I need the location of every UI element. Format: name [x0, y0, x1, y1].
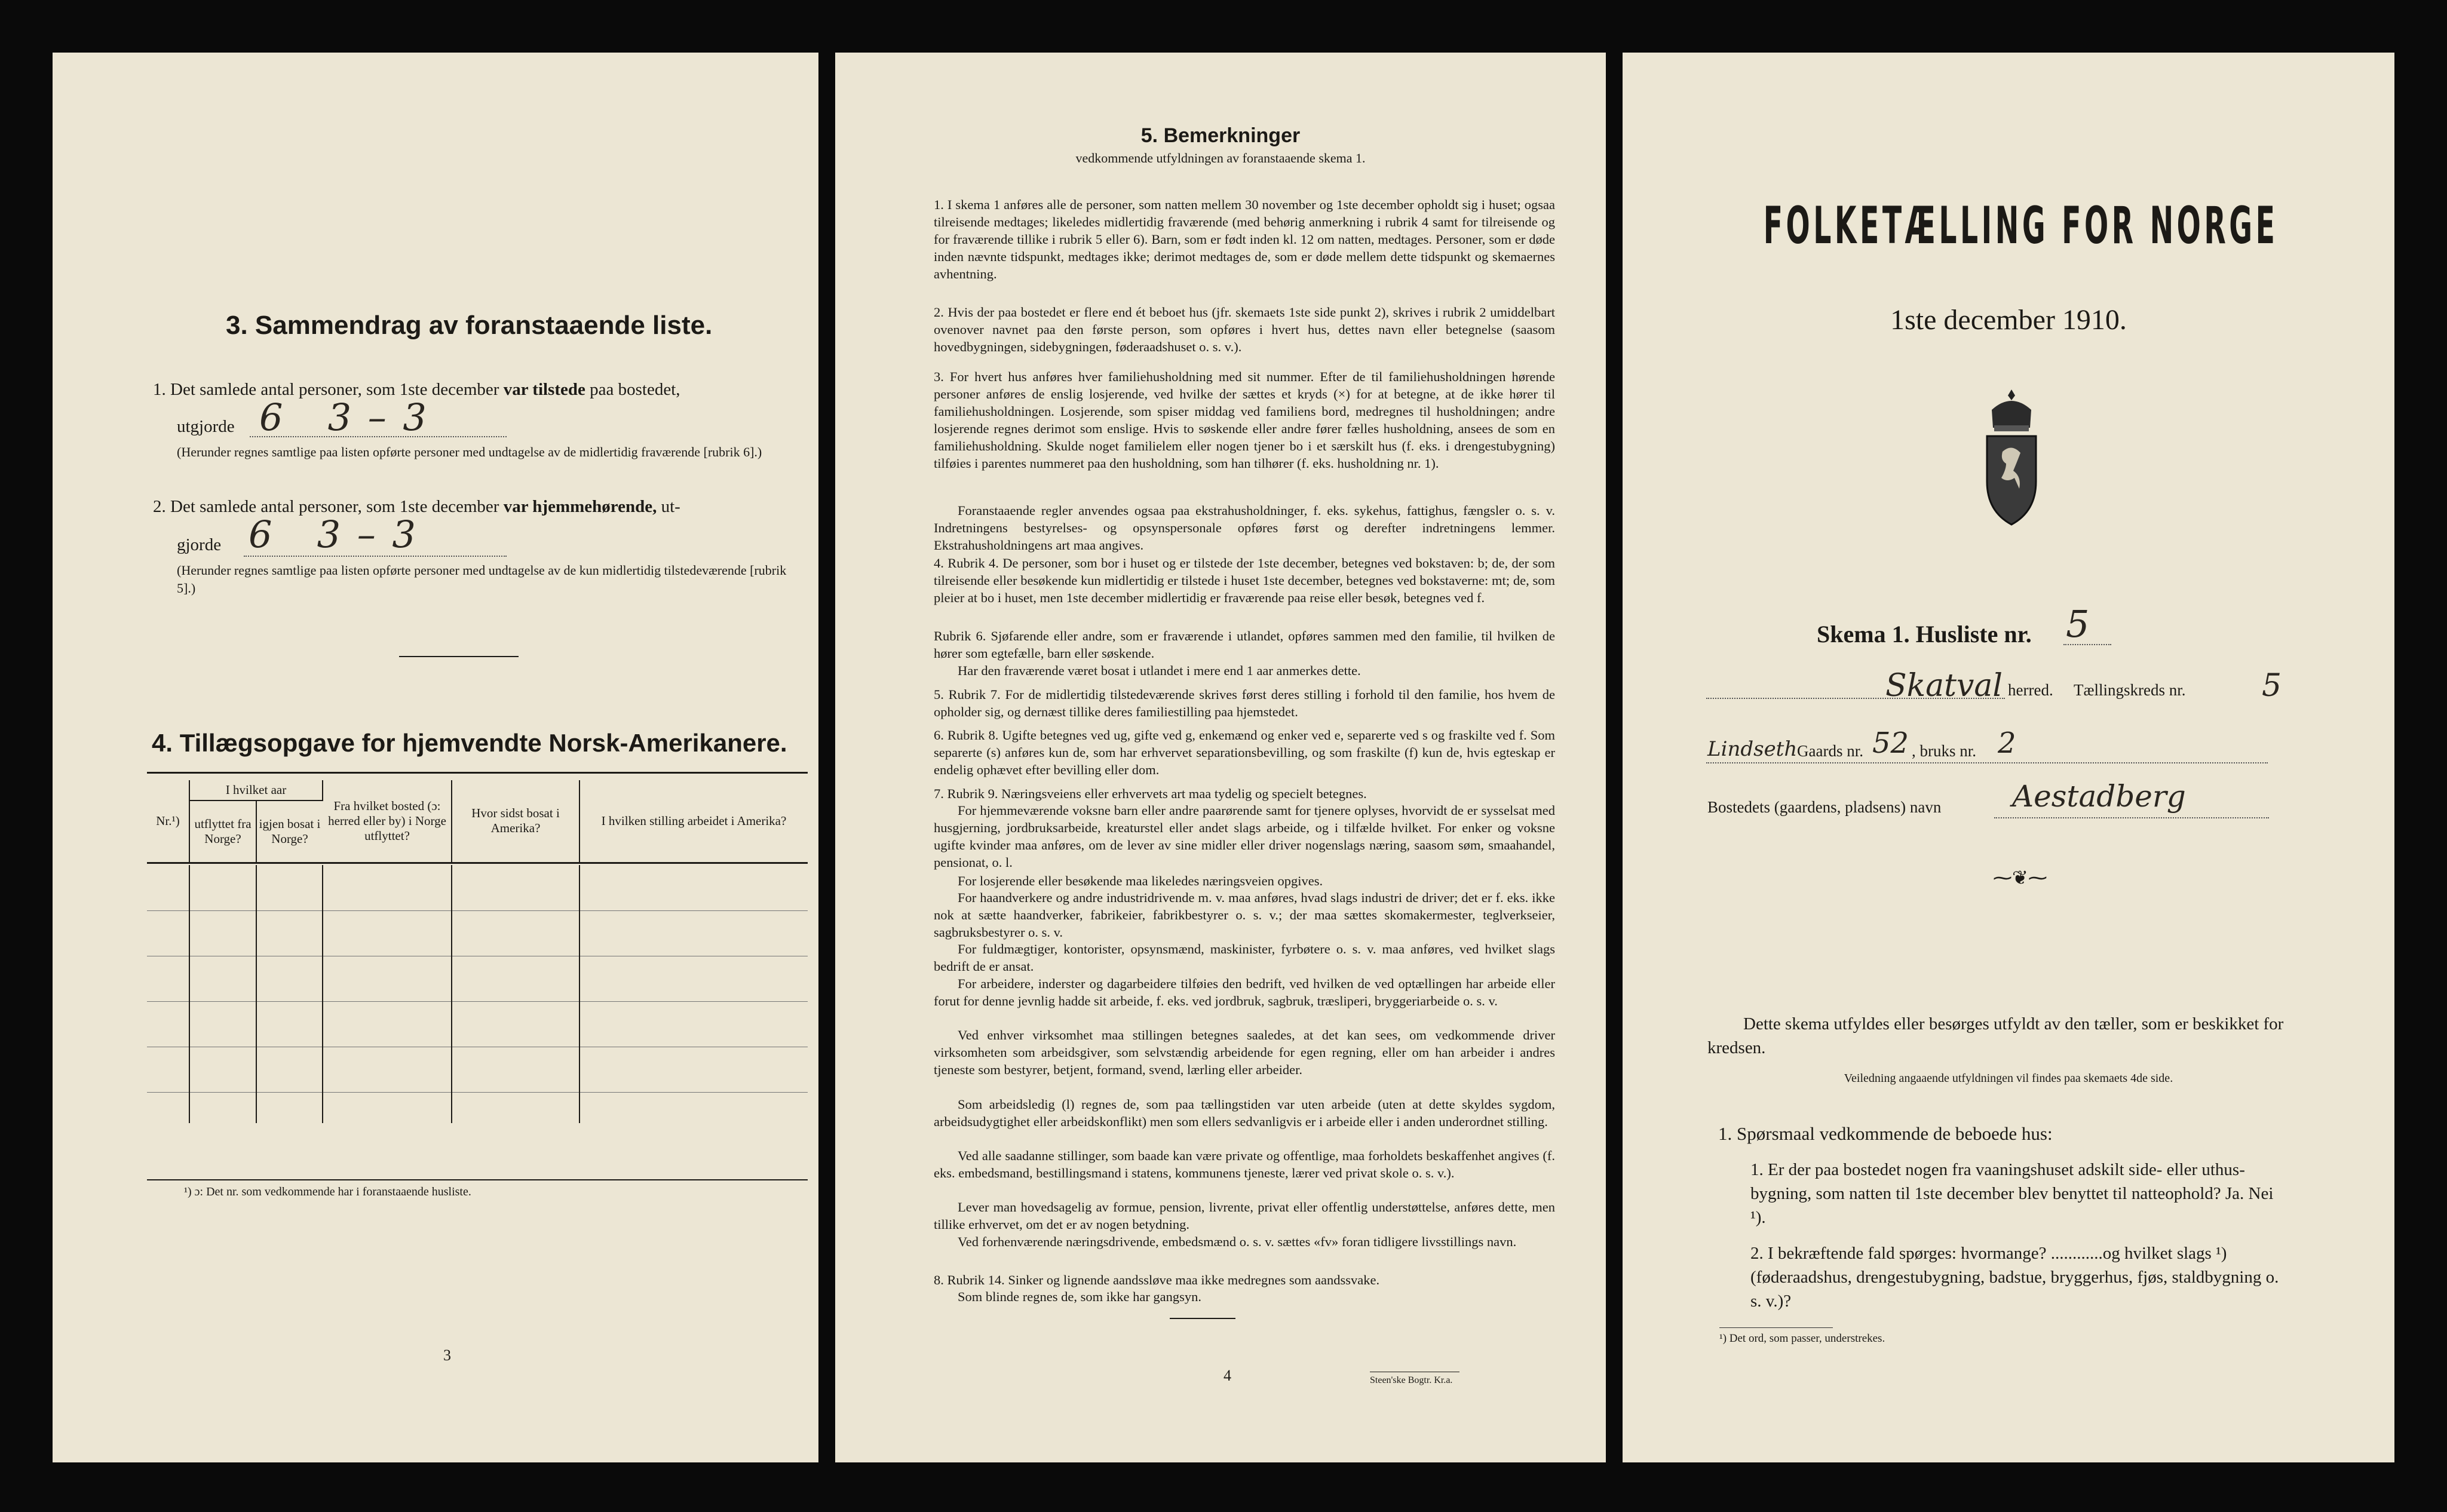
table-row	[147, 865, 808, 910]
table-footnote: ¹) ɔ: Det nr. som vedkommende har i foranstaaende husliste.	[184, 1185, 471, 1198]
col-sidst-header: Hvor sidst bosat i Amerika?	[452, 780, 579, 863]
questions-heading: 1. Spørsmaal vedkommende de beboede hus:	[1718, 1123, 2053, 1144]
note-7: 7. Rubrik 9. Næringsveiens eller erhvervets art maa tydelig og specielt betegnes.	[934, 786, 1367, 801]
summary-item-2-line: 2. Det samlede antal personer, som 1ste december var hjemmehørende, ut-	[153, 497, 680, 516]
summary-item-2-label: gjorde	[177, 535, 222, 554]
section-4-title: 4. Tillægsopgave for hjemvendte Norsk-Amerikanere.	[152, 729, 787, 757]
note-8: 8. Rubrik 14. Sinker og lignende aandssløve maa ikke medregnes som aandssvake.	[934, 1272, 1380, 1287]
page-3	[53, 53, 818, 1462]
gaard-number: 52	[1872, 726, 1909, 760]
note-6: 6. Rubrik 8. Ugifte betegnes ved ug, gifte ved g, enkemænd og enker ved e, separerte ved s og fraskilte ved f. Som separerte (s) anføres kun de, som har erhvervet separationsbevilling, og som fraskilte (f) kun de, hvis egteskap er endelig ophævet efter bevilling eller dom.	[934, 728, 1555, 777]
bruk-number: 2	[1998, 726, 2016, 760]
intro-guidance: Veiledning angaaende utfyldningen vil findes paa skemaets 4de side.	[1844, 1072, 2173, 1085]
remarks-title: 5. Bemerkninger	[1140, 124, 1301, 147]
intro-text: Dette skema utfyldes eller besørges utfyldt av den tæller, som er beskikket for kredsen.	[1707, 1014, 2284, 1057]
note-4: 4. Rubrik 4. De personer, som bor i huset og er tilstede der 1ste december, betegnes ved bokstaven: b; de, der som tilreisende eller besøkende kun midlertidig er tilstede i huset 1ste december, betegnes ved bokstaverne: mt; de, som pleier at bo i huset, men 1ste december midlertidig er fraværende paa reise eller besøk, betegnes ved f.	[934, 556, 1555, 605]
note-7c: For haandverkere og andre industridrivende m. v. maa anføres, hvad slags industri de driver; det er f. eks. ikke nok at sætte haandverker, fabrikeier, fabrikbestyrer o. s. v.; der maa sættes skomakermester, teglverkseier, sagbruksbestyrer o. s. v.	[934, 890, 1555, 940]
summary-item-2-note: (Herunder regnes samtlige paa listen opførte personer med undtagelse av de kun midlertidig tilstedeværende [rubrik 5].)	[177, 563, 787, 596]
table-row	[147, 956, 808, 1001]
page-1-footnote: ¹) Det ord, som passer, understrekes.	[1719, 1332, 1885, 1345]
coat-of-arms-icon	[1979, 386, 2044, 529]
page-1	[1623, 53, 2394, 1462]
summary-item-2-value: 6 3 – 3	[249, 513, 418, 556]
note-3b: Foranstaaende regler anvendes ogsaa paa ekstrahusholdninger, f. eks. sykehus, fattighus, fængsler o. s. v. Indretningens bestyrelses- og opsynspersonale opføres først og derefter indretningens lemmer. Ekstrahusholdningens art maa angives.	[934, 503, 1555, 553]
note-4c: Har den fraværende været bosat i utlandet i mere end 1 aar anmerkes dette.	[958, 663, 1361, 678]
bosted-value: Aestadberg	[2012, 779, 2186, 814]
note-7e: For arbeidere, inderster og dagarbeidere tilføies den bedrift, ved hvilken de ved optællingen har arbeide eller forut for denne jevnlig hadde sit arbeide, f. eks. ved jordbruk, sagbruk, træsliperi, bryggeriarbeide o. s. v.	[934, 976, 1555, 1008]
divider	[399, 656, 519, 657]
norsk-amerikanere-table	[147, 780, 808, 1123]
question-2: 2. I bekræftende fald spørges: hvormange? ............og hvilket slags ¹) (føderaadshus, drengestubygning, badstue, bryggerhus, fjøs, staldbygning o. s. v.)?	[1750, 1244, 2279, 1311]
schema-label: Skema 1. Husliste nr.	[1817, 621, 2032, 648]
ornament-icon: ⁓❦⁓	[1993, 867, 2047, 888]
census-date: 1ste december 1910.	[1890, 304, 2127, 336]
note-8b: Som blinde regnes de, som ikke har gangsyn.	[958, 1289, 1202, 1304]
summary-item-1-label: utgjorde	[177, 417, 235, 436]
gaard-label: Gaards nr.	[1797, 742, 1863, 760]
note-3: 3. For hvert hus anføres hver familiehusholdning med sit nummer. Efter de til familiehusholdningen hørende personer anføres de enslig losjerende, ved hvilke der sættes et kryds (×) for at betegne, at de ikke hører til familiehusholdningen. Losjerende, som spiser middag ved familiens bord, medregnes til husholdningen; andre losjerende regnes derimot som enslige. Hvis to søskende eller andre fører fælles husholdning, ansees de som en familiehusholdning. Skulde noget familielem eller nogen tjener bo i et særskilt hus (f. eks. i drengestubygning) tilføies i parentes nummeret paa den husholdning, som han tilhører (f. eks. husholdning nr. 1).	[934, 369, 1555, 471]
page-number: 4	[1224, 1367, 1231, 1384]
col-group-header: I hvilket aar	[189, 780, 323, 801]
page-4	[835, 53, 1606, 1462]
col-igjen-header: igjen bosat i Norge?	[259, 816, 321, 846]
summary-item-1-line: 1. Det samlede antal personer, som 1ste december var tilstede paa bostedet,	[153, 380, 680, 399]
kreds-value: 5	[2262, 668, 2282, 704]
kreds-label: Tællingskreds nr.	[2074, 681, 2186, 699]
summary-item-1-value: 6 3 – 3	[259, 395, 429, 439]
note-2: 2. Hvis der paa bostedet er flere end ét beboet hus (jfr. skemaets 1ste side punkt 2), skrives i rubrik 2 umiddelbart ovenover navnet paa den første person, som opføres i hvert hus, dettes navn eller betegnelse (saasom hovedbygningen, sidebygningen, føderaadshuset o. s. v.).	[934, 305, 1555, 354]
col-herred-header: Fra hvilket bosted (ɔ: herred eller by) i Norge utflyttet?	[323, 780, 452, 863]
col-udflyttet-header: utflyttet fra Norge?	[189, 801, 256, 863]
col-nr-header: Nr.¹)	[147, 780, 189, 863]
table-row	[147, 1047, 808, 1092]
printer-imprint: Steen'ske Bogtr. Kr.a.	[1370, 1375, 1453, 1385]
note-7b: For losjerende eller besøkende maa likeledes næringsveien opgives.	[958, 873, 1323, 888]
herred-label: herred.	[2008, 681, 2053, 699]
page-number: 3	[443, 1347, 451, 1364]
note-7j: Ved forhenværende næringsdrivende, embedsmænd o. s. v. sættes «fv» foran tidligere livsstillings navn.	[958, 1234, 1517, 1249]
section-3-title: 3. Sammendrag av foranstaaende liste.	[226, 311, 713, 340]
remarks-subtitle: vedkommende utfyldningen av foranstaaende skema 1.	[1075, 151, 1366, 165]
census-title: FOLKETÆLLING FOR NORGE	[1763, 196, 2279, 256]
herred-value: Skatval	[1885, 668, 2003, 704]
note-7i: Lever man hovedsagelig av formue, pension, livrente, privat eller offentlig understøttelse, anføres dette, men tillike erhvervet, om det er av nogen betydning.	[934, 1200, 1555, 1232]
note-7g: Som arbeidsledig (l) regnes de, som paa tællingstiden var uten arbeide (uten at dette skyldes sygdom, arbeidsudygtighet eller arbeidskonflikt) men som ellers sedvanligvis er i arbeide eller i anden underordnet stilling.	[934, 1097, 1555, 1129]
summary-item-1-note: (Herunder regnes samtlige paa listen opførte personer med undtagelse av de midlertidig fraværende [rubrik 6].)	[177, 444, 762, 459]
note-7h: Ved alle saadanne stillinger, som baade kan være private og offentlige, maa forholdets beskaffenhet angives (f. eks. embedsmand, bestillingsmand i statens, kommunens tjeneste, lærer ved privat skole o. s. v.).	[934, 1148, 1555, 1180]
question-1: 1. Er der paa bostedet nogen fra vaaningshuset adskilt side- eller uthus-bygning, som natten til 1ste december blev benyttet til natteophold? Ja. Nei ¹).	[1750, 1160, 2274, 1227]
note-1: 1. I skema 1 anføres alle de personer, som natten mellem 30 november og 1ste december opholdt sig i huset; ogsaa tilreisende medtages; likeledes midlertidig fraværende (med behørig anmerkning i rubrik 4 samt for tilreisende og for fraværende tillike i rubrik 5 eller 6). Barn, som er født inden kl. 12 om natten, medtages. Personer, som er døde inden nævnte tidspunkt, medtages ikke; derimot medtages de, som er døde mellem dette tidspunkt og skemaernes avhentning.	[934, 197, 1555, 281]
table-row	[147, 1001, 808, 1047]
note-7f: Ved enhver virksomhet maa stillingen betegnes saaledes, at det kan sees, om vedkommende driver virksomheten som arbeidsgiver, som selvstændig arbeidende for egen regning, eller om han arbeider i andres tjeneste som bestyrer, betjent, formand, svend, lærling eller arbeider.	[934, 1028, 1555, 1077]
bosted-label: Bostedets (gaardens, pladsens) navn	[1707, 798, 1942, 816]
col-stilling-header: I hvilken stilling arbeidet i Amerika?	[601, 813, 787, 828]
bruk-label: , bruks nr.	[1912, 742, 1976, 760]
table-row	[147, 1092, 808, 1123]
note-5: 5. Rubrik 7. For de midlertidig tilstedeværende skrives først deres stilling i forhold til den familie, hos hvem de opholder sig, og dernæst tillike deres familiestilling paa hjemstedet.	[934, 687, 1555, 719]
gaard-prefix: Lindseth	[1707, 737, 1798, 761]
note-7d: For fuldmægtiger, kontorister, opsynsmænd, maskinister, fyrbøtere o. s. v. maa anføres, ved hvilket slags bedrift de er ansat.	[934, 941, 1555, 974]
note-4b: Rubrik 6. Sjøfarende eller andre, som er fraværende i utlandet, opføres sammen med den familie, til hvilken de hører som egtefælle, barn eller søskende.	[934, 628, 1555, 661]
husliste-number: 5	[2066, 602, 2090, 646]
table-row	[147, 910, 808, 956]
note-7a: For hjemmeværende voksne barn eller andre paarørende samt for tjenere oplyses, hvorvidt de er sysselsat med husgjerning, jordbruksarbeide, kreaturstel eller andet slags arbeide, og i tilfælde hvilket. For enker og voksne ugifte kvinder maa anføres, om de lever av sine midler eller driver nogenslags næring, saasom søm, smaahandel, pensionat, o. l.	[934, 803, 1555, 870]
